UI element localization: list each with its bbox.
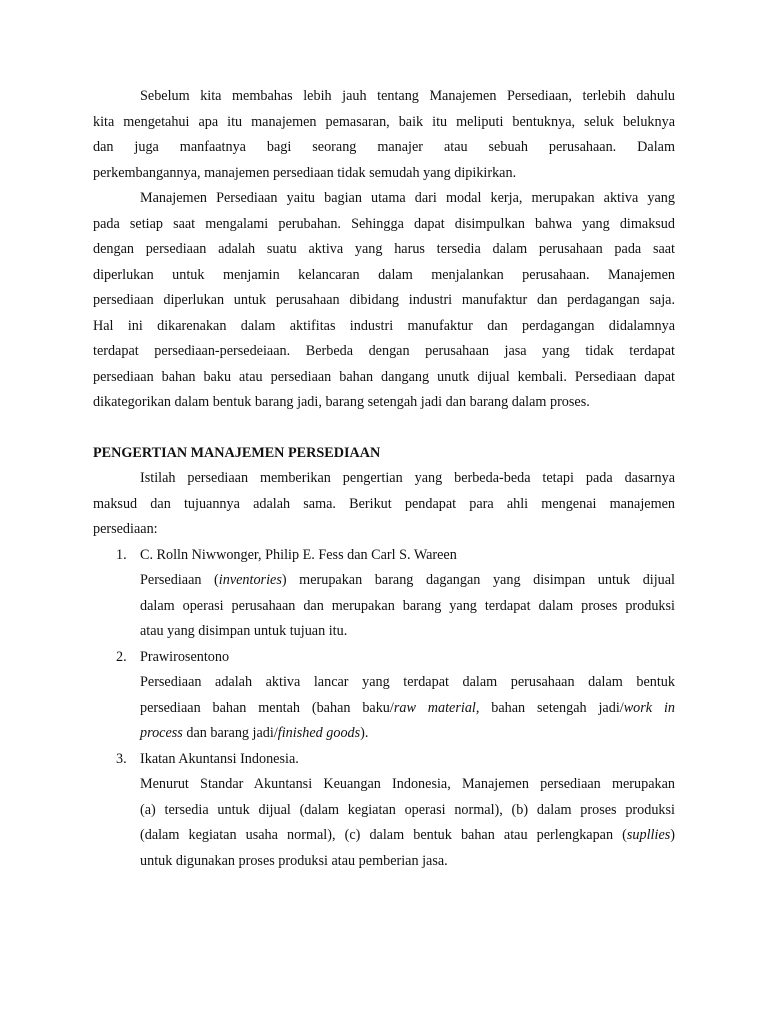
paragraph-line: Manajemen Persediaan yaitu bagian utama dari modal kerja, merupakan aktiva yang <box>140 190 675 206</box>
list-item-line: Persediaan adalah aktiva lancar yang terdapat dalam perusahaan dalam bentuk <box>140 674 675 690</box>
paragraph-line: dan juga manfaatnya bagi seorang manajer atau sebuah perusahaan. Dalam <box>93 139 675 155</box>
paragraph-line: Istilah persediaan memberikan pengertian yang berbeda-beda tetapi pada dasarnya <box>140 470 675 486</box>
text-run: , bahan setengah jadi/ <box>475 700 624 716</box>
italic-term: process <box>140 725 183 741</box>
text-run: ) <box>670 827 675 843</box>
list-item-title: C. Rolln Niwwonger, Philip E. Fess dan Carl S. Wareen <box>140 547 457 563</box>
text-run: ) merupakan barang dagangan yang disimpan untuk dijual <box>281 572 676 588</box>
italic-term: inventories <box>218 572 282 588</box>
list-item-number: 2. <box>116 649 127 665</box>
text-run: ). <box>360 725 369 741</box>
paragraph-line: dengan persediaan adalah suatu aktiva yang harus tersedia dalam perusahaan pada saat <box>93 241 675 257</box>
list-item-line <box>140 826 675 844</box>
paragraph-line: persediaan: <box>93 521 158 537</box>
paragraph-line: perkembangannya, manajemen persediaan tidak semudah yang dipikirkan. <box>93 165 517 181</box>
text-run: Persediaan ( <box>140 572 219 588</box>
list-item-line: dalam operasi perusahaan dan merupakan barang yang terdapat dalam proses produksi <box>140 598 675 614</box>
italic-term: finished goods <box>277 725 361 741</box>
section-heading: PENGERTIAN MANAJEMEN PERSEDIAAN <box>93 445 381 461</box>
paragraph-line: maksud dan tujuannya adalah sama. Berikut pendapat para ahli mengenai manajemen <box>93 496 675 512</box>
paragraph-line: persediaan bahan baku atau persediaan bahan dangang unutk dijual kembali. Persediaan dapat <box>93 369 675 385</box>
paragraph-line: Sebelum kita membahas lebih jauh tentang Manajemen Persediaan, terlebih dahulu <box>140 88 675 104</box>
list-item-line <box>140 724 675 742</box>
paragraph-line: pada setiap saat mengalami perubahan. Sehingga dapat disimpulkan bahwa yang dimaksud <box>93 216 675 232</box>
text-run: (dalam kegiatan usaha normal), (c) dalam bentuk bahan atau perlengkapan ( <box>140 827 627 843</box>
paragraph-line: Hal ini dikarenakan dalam aktifitas industri manufaktur dan perdagangan didalamnya <box>93 318 675 334</box>
list-item-title: Ikatan Akuntansi Indonesia. <box>140 751 299 767</box>
italic-term: supllies <box>626 827 671 843</box>
paragraph-line: diperlukan untuk menjamin kelancaran dalam menjalankan perusahaan. Manajemen <box>93 267 675 283</box>
list-item-line: Menurut Standar Akuntansi Keuangan Indonesia, Manajemen persediaan merupakan <box>140 776 675 792</box>
italic-term: raw material <box>393 700 476 716</box>
paragraph-line: kita mengetahui apa itu manajemen pemasaran, baik itu meliputi bentuknya, seluk beluknya <box>93 114 675 130</box>
text-run: dan barang jadi/ <box>182 725 278 741</box>
list-item-title: Prawirosentono <box>140 649 230 665</box>
list-item-line <box>140 699 675 717</box>
text-run: persediaan bahan mentah (bahan baku/ <box>140 700 394 716</box>
list-item-line <box>140 571 675 589</box>
list-item-number: 3. <box>116 751 127 767</box>
paragraph-line: terdapat persediaan-persedeiaan. Berbeda dengan perusahaan jasa yang tidak terdapat <box>93 343 675 359</box>
italic-term: work in <box>623 700 675 716</box>
list-item-line: untuk digunakan proses produksi atau pemberian jasa. <box>140 853 448 869</box>
list-item-line: atau yang disimpan untuk tujuan itu. <box>140 623 348 639</box>
list-item-line: (a) tersedia untuk dijual (dalam kegiatan operasi normal), (b) dalam proses produksi <box>140 802 675 818</box>
paragraph-line: persediaan diperlukan untuk perusahaan dibidang industri manufaktur dan perdagangan saja. <box>93 292 675 308</box>
list-item-number: 1. <box>116 547 127 563</box>
paragraph-line: dikategorikan dalam bentuk barang jadi, barang setengah jadi dan barang dalam proses. <box>93 394 590 410</box>
